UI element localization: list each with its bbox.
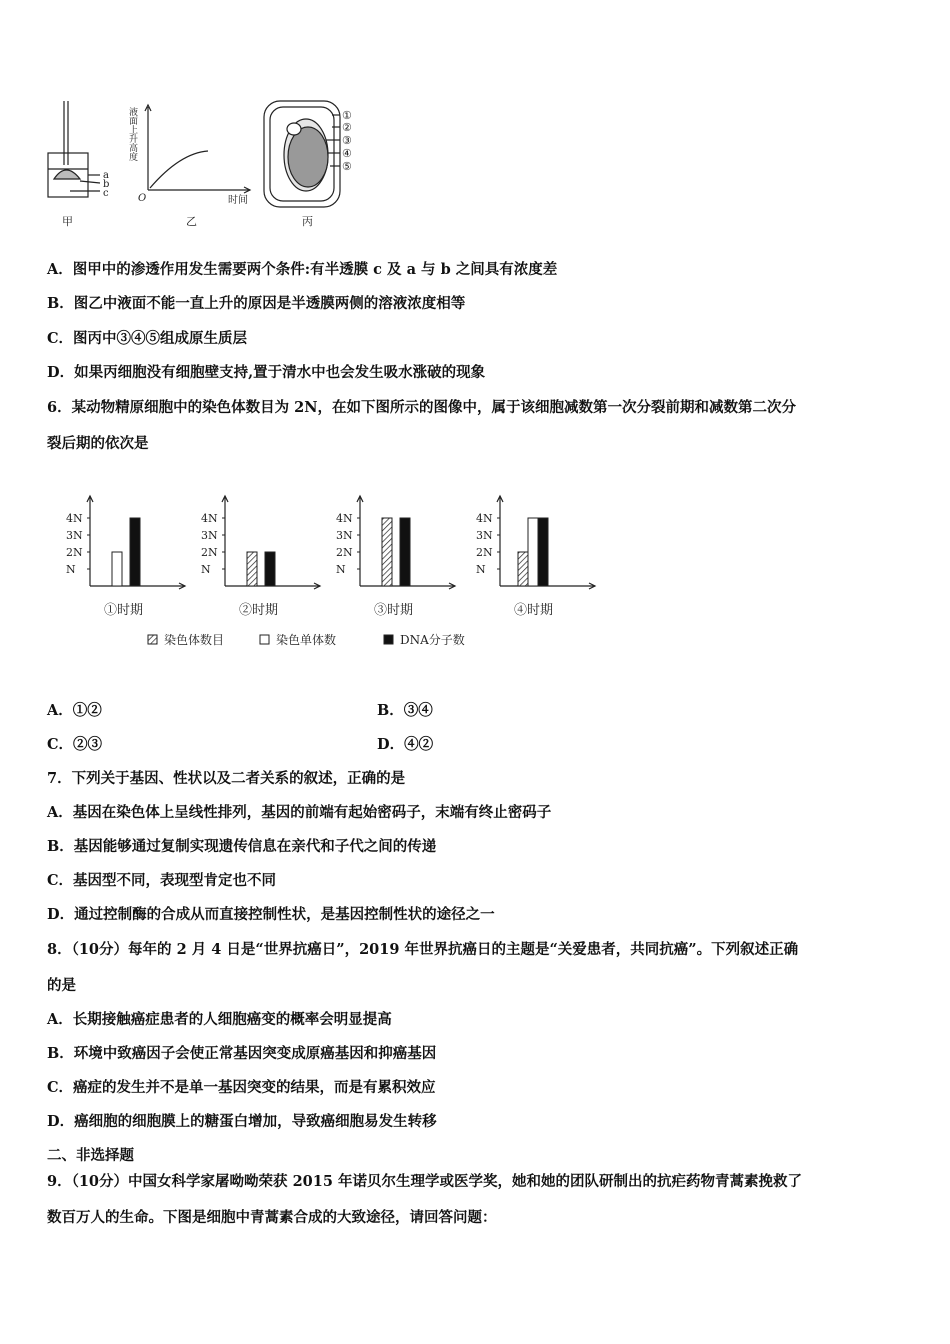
legend-swatch-dna bbox=[384, 635, 393, 644]
q6-stem: 6．某动物精原细胞中的染色体数目为 2N，在如下图所示的图像中，属于该细胞减数第一次分裂前期和减数第二次分 bbox=[47, 399, 796, 416]
q6-stem-cont: 裂后期的依次是 bbox=[47, 435, 149, 452]
marker-2: ② bbox=[342, 121, 352, 134]
label-bing: 丙 bbox=[302, 215, 313, 228]
q8-stem-cont: 的是 bbox=[47, 977, 76, 994]
bar bbox=[265, 552, 275, 586]
osmosis-figure bbox=[40, 95, 400, 235]
q9-stem: 9．（10分）中国女科学家屠呦呦荣获 2015 年诺贝尔生理学或医学奖，她和她的团队研制出的抗疟药物青蒿素挽救了 bbox=[47, 1173, 802, 1190]
y-tick-label: 3N bbox=[66, 529, 83, 542]
y-tick-label: 4N bbox=[66, 512, 83, 525]
legend-swatch-chromatid bbox=[260, 635, 269, 644]
panel-label: ④时期 bbox=[514, 603, 554, 618]
label-yi: 乙 bbox=[186, 215, 197, 228]
marker-3: ③ bbox=[342, 134, 352, 147]
bar bbox=[247, 552, 257, 586]
legend-chromatid: 染色单体数 bbox=[276, 633, 337, 647]
chromosome-bar-charts bbox=[40, 488, 600, 663]
origin-label: O bbox=[138, 193, 147, 204]
q6-option-a: A．①② bbox=[47, 702, 102, 719]
bar bbox=[382, 518, 392, 586]
y-tick-label: 4N bbox=[201, 512, 218, 525]
y-tick-label: 2N bbox=[476, 546, 493, 559]
y-tick-label: 3N bbox=[476, 529, 493, 542]
q7-option-c: C．基因型不同，表现型肯定也不同 bbox=[47, 872, 277, 889]
marker-5: ⑤ bbox=[342, 160, 352, 173]
legend-swatch-chromosome bbox=[148, 635, 157, 644]
q9-stem-cont: 数百万人的生命。下图是细胞中青蒿素合成的大致途径，请回答问题： bbox=[47, 1209, 497, 1226]
graph-yi bbox=[145, 105, 250, 193]
bar bbox=[518, 552, 528, 586]
bar bbox=[528, 518, 538, 586]
y-tick-label: N bbox=[336, 563, 346, 576]
panel-label: ②时期 bbox=[239, 603, 279, 618]
q5-option-d: D．如果丙细胞没有细胞壁支持,置于清水中也会发生吸水涨破的现象 bbox=[47, 364, 486, 381]
y-tick-label: 3N bbox=[201, 529, 218, 542]
bar bbox=[538, 518, 548, 586]
marker-4: ④ bbox=[342, 147, 352, 160]
q7-stem: 7．下列关于基因、性状以及二者关系的叙述，正确的是 bbox=[47, 770, 406, 787]
y-tick-label: 3N bbox=[336, 529, 353, 542]
y-tick-label: 4N bbox=[336, 512, 353, 525]
q7-option-d: D．通过控制酶的合成从而直接控制性状，是基因控制性状的途径之一 bbox=[47, 906, 495, 923]
q8-option-b: B．环境中致癌因子会使正常基因突变成原癌基因和抑癌基因 bbox=[47, 1045, 437, 1062]
section-heading: 二、非选择题 bbox=[47, 1147, 134, 1164]
label-jia: 甲 bbox=[62, 215, 73, 228]
q8-option-a: A．长期接触癌症患者的人细胞癌变的概率会明显提高 bbox=[47, 1011, 392, 1028]
plant-cell-bing bbox=[264, 101, 340, 207]
panel-label: ③时期 bbox=[374, 603, 414, 618]
y-tick-label: 2N bbox=[66, 546, 83, 559]
q6-option-d: D．④② bbox=[377, 736, 434, 753]
q6-option-b: B．③④ bbox=[377, 702, 433, 719]
q8-option-c: C．癌症的发生并不是单一基因突变的结果，而是有累积效应 bbox=[47, 1079, 436, 1096]
y-tick-label: 2N bbox=[336, 546, 353, 559]
q5-option-c: C．图丙中③④⑤组成原生质层 bbox=[47, 330, 248, 347]
label-b: b bbox=[103, 179, 110, 190]
q5-option-b: B．图乙中液面不能一直上升的原因是半透膜两侧的溶液浓度相等 bbox=[47, 295, 466, 312]
marker-1: ① bbox=[342, 109, 352, 122]
beaker-jia bbox=[48, 101, 100, 197]
y-tick-label: 2N bbox=[201, 546, 218, 559]
bar bbox=[112, 552, 122, 586]
label-a: a bbox=[103, 170, 109, 181]
y-axis-label: 液面上升高度 bbox=[127, 107, 137, 161]
q8-stem: 8．（10分）每年的 2 月 4 日是“世界抗癌日”，2019 年世界抗癌日的主题是“关爱患者，共同抗癌”。下列叙述正确 bbox=[47, 941, 799, 958]
q8-option-d: D．癌细胞的细胞膜上的糖蛋白增加，导致癌细胞易发生转移 bbox=[47, 1113, 437, 1130]
label-c: c bbox=[103, 188, 109, 199]
legend-chromosome: 染色体数目 bbox=[164, 633, 225, 647]
legend-dna: DNA分子数 bbox=[400, 633, 465, 647]
panel-label: ①时期 bbox=[104, 603, 144, 618]
x-axis-label: 时间 bbox=[228, 195, 248, 206]
y-tick-label: 4N bbox=[476, 512, 493, 525]
bar bbox=[130, 518, 140, 586]
y-tick-label: N bbox=[201, 563, 211, 576]
q7-option-a: A．基因在染色体上呈线性排列，基因的前端有起始密码子，末端有终止密码子 bbox=[47, 804, 552, 821]
bar bbox=[400, 518, 410, 586]
q7-option-b: B．基因能够通过复制实现遗传信息在亲代和子代之间的传递 bbox=[47, 838, 437, 855]
y-tick-label: N bbox=[66, 563, 76, 576]
q6-option-c: C．②③ bbox=[47, 736, 103, 753]
y-tick-label: N bbox=[476, 563, 486, 576]
q5-option-a: A．图甲中的渗透作用发生需要两个条件:有半透膜 c 及 a 与 b 之间具有浓度差 bbox=[47, 261, 558, 278]
